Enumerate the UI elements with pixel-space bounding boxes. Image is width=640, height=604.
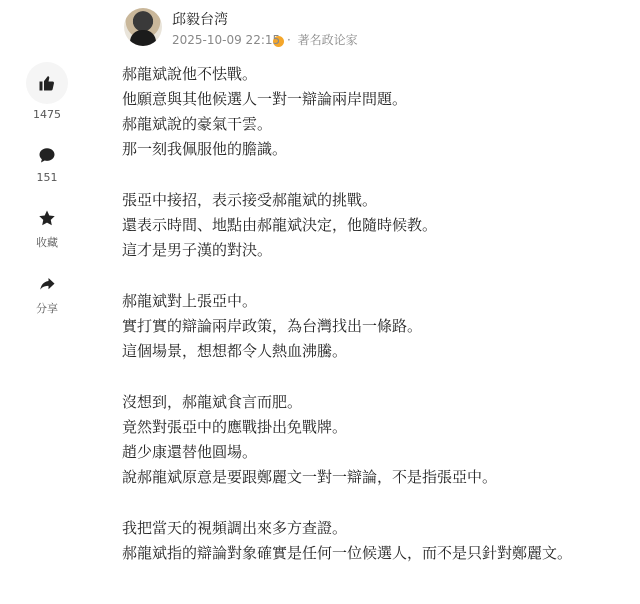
- text-line: 張亞中接招，表示接受郝龍斌的挑戰。: [122, 191, 378, 209]
- text-line: 這個場景，想想都令人熱血沸騰。: [122, 342, 348, 360]
- paragraph: [122, 188, 622, 263]
- text-line: 我把當天的視頻調出來多方查證。: [122, 519, 348, 537]
- paragraph: [122, 516, 622, 566]
- text-line: 竟然對張亞中的應戰掛出免戰牌。: [122, 418, 348, 436]
- text-line: 說郝龍斌原意是要跟鄭麗文一對一辯論，不是指張亞中。: [122, 468, 498, 486]
- article-body: [122, 62, 622, 592]
- like-count: 1475: [33, 108, 61, 121]
- share-label: 分享: [36, 302, 58, 315]
- paragraph: [122, 62, 622, 162]
- favorite-button[interactable]: [26, 206, 68, 250]
- text-line: 沒想到，郝龍斌食言而肥。: [122, 393, 303, 411]
- text-line: 趙少康還替他圓場。: [122, 443, 258, 461]
- text-line: 郝龍斌指的辯論對象確實是任何一位候選人，而不是只針對鄭麗文。: [122, 544, 573, 562]
- like-button[interactable]: [26, 62, 68, 121]
- text-line: 郝龍斌說的豪氣干雲。: [122, 115, 273, 133]
- text-line: 這才是男子漢的對決。: [122, 241, 273, 259]
- text-line: 他願意與其他候選人一對一辯論兩岸問題。: [122, 90, 408, 108]
- post-meta: [172, 31, 358, 48]
- author-name[interactable]: 邱毅台湾: [172, 12, 228, 28]
- post-datetime: 2025-10-09 22:15: [172, 33, 281, 47]
- share-button[interactable]: [26, 272, 68, 316]
- star-icon: [38, 209, 56, 227]
- paragraph: [122, 390, 622, 490]
- comment-bubble-icon: [38, 146, 56, 164]
- comment-button[interactable]: [26, 143, 68, 184]
- text-line: 郝龍斌對上張亞中。: [122, 292, 258, 310]
- post-header: [124, 8, 524, 48]
- comment-count: 151: [36, 171, 58, 184]
- text-line: 實打實的辯論兩岸政策，為台灣找出一條路。: [122, 317, 423, 335]
- action-sidebar: [26, 62, 68, 338]
- text-line: 還表示時間、地點由郝龍斌決定，他隨時候教。: [122, 216, 438, 234]
- favorite-label: 收藏: [36, 236, 58, 249]
- author-tag: 著名政论家: [297, 33, 358, 47]
- meta-separator: ·: [286, 33, 291, 47]
- text-line: 那一刻我佩服他的膽識。: [122, 140, 288, 158]
- text-line: 郝龍斌說他不怯戰。: [122, 65, 258, 83]
- thumbs-up-icon: [38, 74, 56, 92]
- share-arrow-icon: [38, 275, 56, 293]
- avatar[interactable]: [124, 8, 162, 46]
- paragraph: [122, 289, 622, 364]
